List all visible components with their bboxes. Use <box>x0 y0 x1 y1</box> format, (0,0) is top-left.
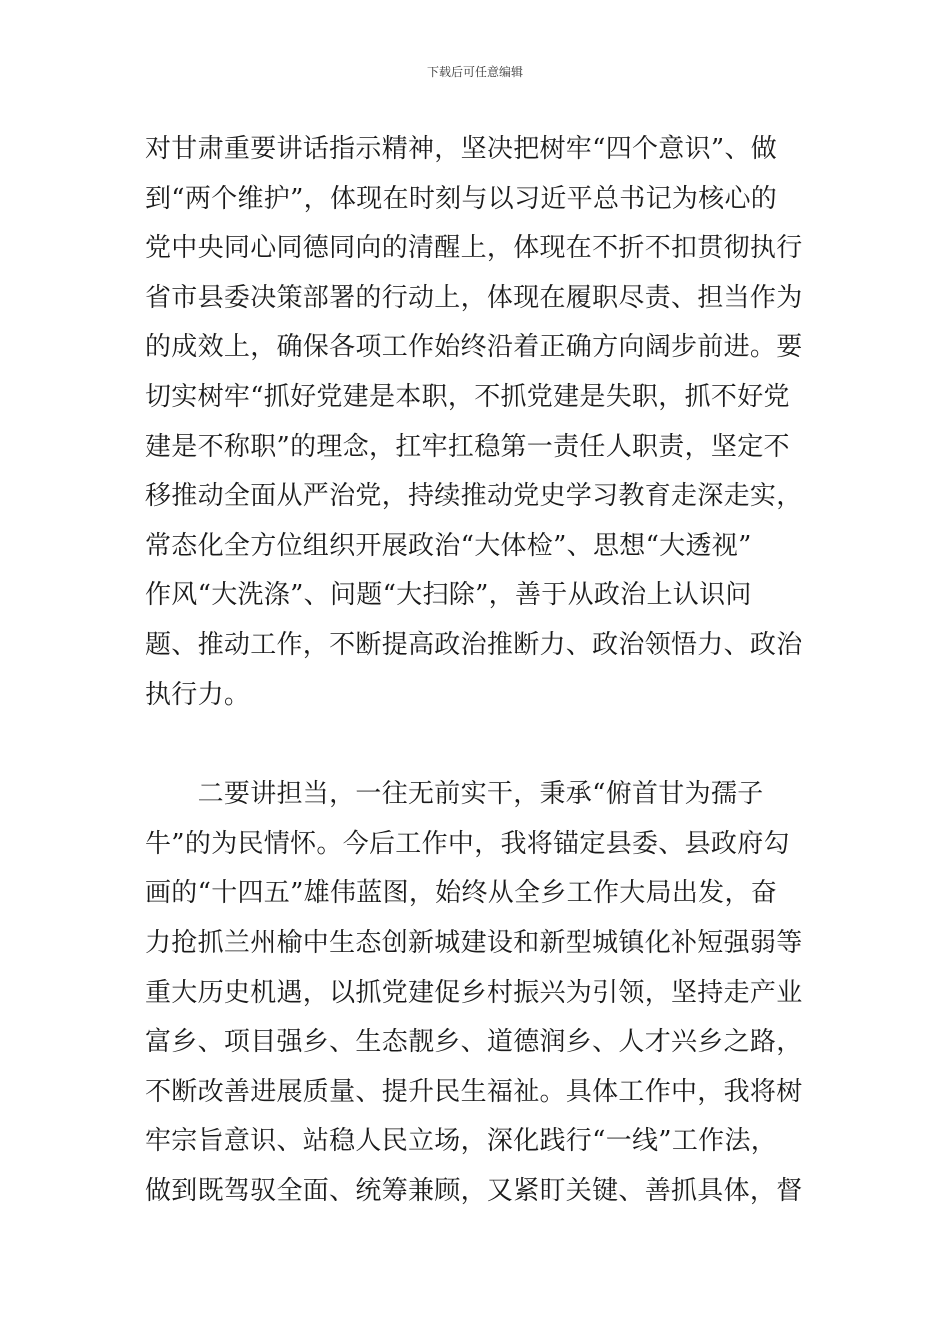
text-line: 的成效上，确保各项工作始终沿着正确方向阔步前进。要 <box>145 332 803 363</box>
text-line: 重大历史机遇，以抓党建促乡村振兴为引领，坚持走产业 <box>145 977 803 1008</box>
text-line: 牛”的为民情怀。今后工作中，我将锚定县委、县政府勾 <box>145 828 790 859</box>
paragraph-gap <box>145 720 810 770</box>
text-line: 富乡、项目强乡、生态靓乡、道德润乡、人才兴乡之路， <box>145 1027 803 1058</box>
text-line: 切实树牢“抓好党建是本职，不抓党建是失职，抓不好党 <box>145 381 790 412</box>
text-line: 做到既驾驭全面、统筹兼顾，又紧盯关键、善抓具体，督 <box>145 1175 803 1206</box>
paragraph-2 <box>145 770 810 1216</box>
text-line: 题、推动工作，不断提高政治推断力、政治领悟力、政治 <box>145 629 803 660</box>
text-line: 党中央同心同德同向的清醒上，体现在不折不扣贯彻执行 <box>145 233 803 264</box>
page-header-note: 下载后可任意编辑 <box>426 65 523 79</box>
text-line: 省市县委决策部署的行动上，体现在履职尽责、担当作为 <box>145 282 803 313</box>
text-line: 作风“大洗涤”、问题“大扫除”，善于从政治上认识问 <box>145 580 752 611</box>
text-line: 画的“十四五”雄伟蓝图，始终从全乡工作大局出发，奋 <box>145 878 778 909</box>
text-line: 力抢抓兰州榆中生态创新城建设和新型城镇化补短强弱等 <box>145 927 803 958</box>
text-line: 移推动全面从严治党，持续推动党史学习教育走深走实， <box>145 481 803 512</box>
text-line: 不断改善进展质量、提升民生福祉。具体工作中，我将树 <box>145 1076 803 1107</box>
text-line: 到“两个维护”，体现在时刻与以习近平总书记为核心的 <box>145 183 778 214</box>
text-line: 二要讲担当，一往无前实干，秉承“俯首甘为孺子 <box>145 779 764 810</box>
text-line: 执行力。 <box>145 679 251 710</box>
text-line: 牢宗旨意识、站稳人民立场，深化践行“一线”工作法， <box>145 1126 778 1157</box>
paragraph-1 <box>145 125 810 720</box>
text-line: 对甘肃重要讲话指示精神，坚决把树牢“四个意识”、做 <box>145 134 778 164</box>
text-line: 常态化全方位组织开展政治“大体检”、思想“大透视” <box>145 530 752 561</box>
text-line: 建是不称职”的理念，扛牢扛稳第一责任人职责，坚定不 <box>145 431 790 462</box>
document-body <box>145 125 810 1216</box>
